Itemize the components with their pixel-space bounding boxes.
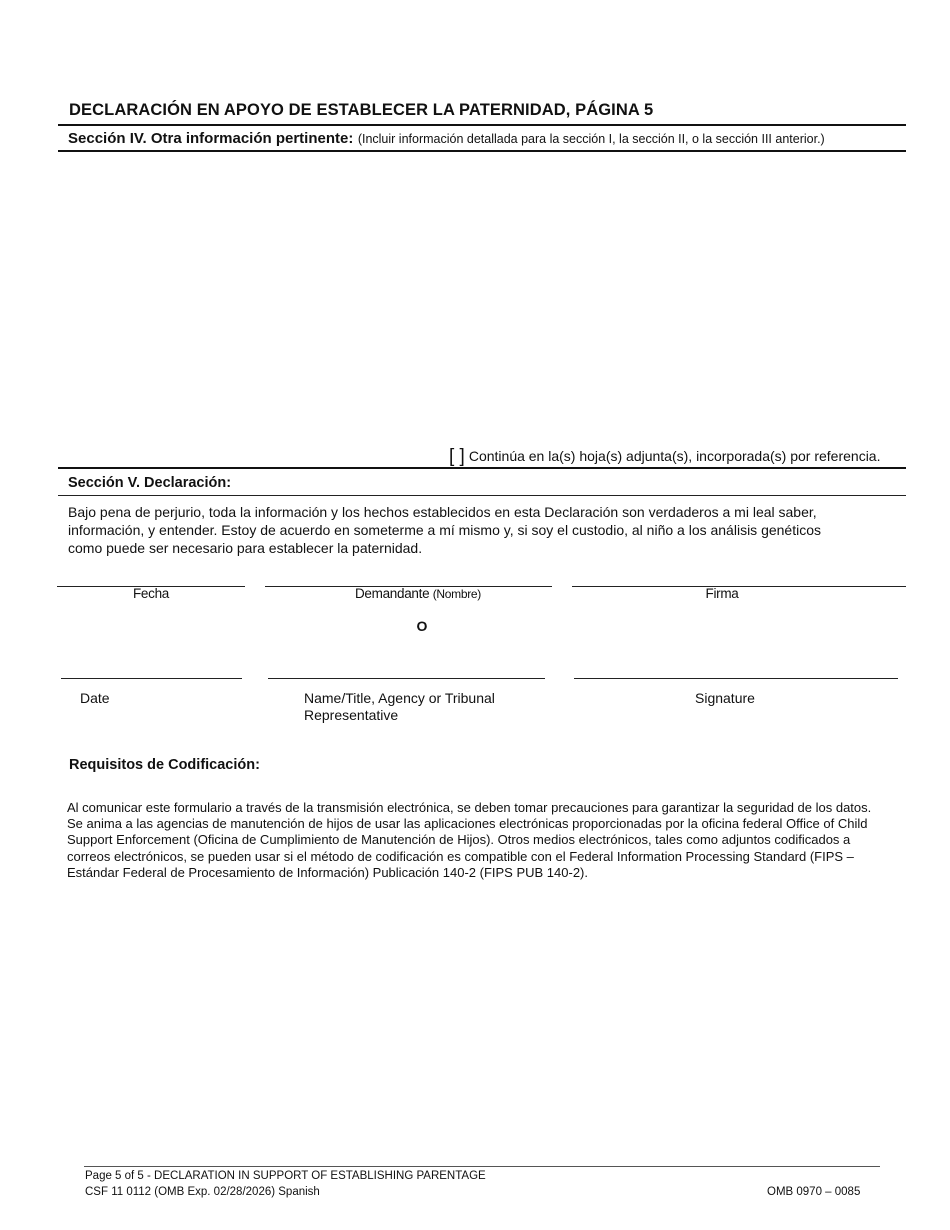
name-title-line: [268, 678, 545, 679]
demandante-caption: [265, 586, 571, 601]
continues-label: Continúa en la(s) hoja(s) adjunta(s), incorporada(s) por referencia.: [468, 448, 881, 464]
section-5-title: Sección V. Declaración:: [68, 475, 232, 491]
footer-page-info: Page 5 of 5 - DECLARATION IN SUPPORT OF ESTABLISHING PARENTAGE: [85, 1170, 486, 1182]
continues-attachment-option[interactable]: [449, 445, 880, 467]
name-title-label-line2: Representative: [304, 707, 399, 723]
footer-divider: [84, 1166, 880, 1167]
title-divider: [58, 124, 906, 126]
footer-form-id: CSF 11 0112 (OMB Exp. 02/28/2026) Spanish: [85, 1186, 320, 1198]
signature-label: Signature: [695, 690, 755, 706]
section-5-divider: [58, 495, 906, 496]
fecha-input[interactable]: [57, 561, 245, 585]
signature-line: [574, 678, 898, 679]
encryption-heading: Requisitos de Codificación:: [69, 757, 260, 773]
or-separator: O: [416, 618, 428, 634]
fecha-label: Fecha: [132, 586, 170, 601]
declaration-statement: Bajo pena de perjurio, toda la información y los hechos establecidos en esta Declaración son verdaderos a mi leal saber, información, y entender. Estoy de acuerdo en someterme a mí mismo y, si soy el custodio, al niño a los análisis genéticos como puede ser necesario para establecer la paternidad.: [68, 504, 821, 556]
demandante-note: (Nombre): [432, 587, 482, 601]
section-4-title: Sección IV. Otra información pertinente:: [68, 130, 354, 147]
encryption-text: Al comunicar este formulario a través de la transmisión electrónica, se deben tomar precauciones para garantizar la seguridad de los datos. Se anima a las agencias de manutención de hijos de usar las aplicaciones electrónicas proporcionadas por la oficina federal Office of Child Support Enforcement (Oficina de Cumplimiento de Manutención de Hijos). Otros medios electrónicos, tales como adjuntos codificados a correos electrónicos, se pueden usar si el método de codificación es compatible con el Federal Information Processing Standard (FIPS – Estándar Federal de Procesamiento de Información) Publicación 140-2 (FIPS PUB 140-2).: [67, 800, 872, 880]
name-title-label-line1: Name/Title, Agency or Tribunal: [304, 690, 495, 706]
continues-checkbox[interactable]: [ ]: [449, 446, 465, 467]
firma-label: Firma: [705, 586, 739, 601]
firma-input[interactable]: [572, 561, 906, 585]
name-title-input[interactable]: [268, 653, 545, 677]
demandante-name-input[interactable]: [265, 561, 552, 585]
other-info-textarea[interactable]: [58, 152, 906, 442]
date-line: [61, 678, 242, 679]
page-title: DECLARACIÓN EN APOYO DE ESTABLECER LA PATERNIDAD, PÁGINA 5: [69, 101, 654, 119]
section-4-heading: [68, 130, 825, 148]
demandante-label: Demandante: [354, 586, 430, 601]
section-5-top-divider: [58, 467, 906, 469]
date-label: Date: [80, 690, 110, 706]
date-input[interactable]: [61, 653, 242, 677]
name-title-label: [304, 690, 495, 724]
footer-omb-number: OMB 0970 – 0085: [767, 1186, 861, 1198]
signature-input[interactable]: [574, 653, 898, 677]
section-4-instruction: (Incluir información detallada para la sección I, la sección II, o la sección III anterior.): [357, 132, 825, 146]
